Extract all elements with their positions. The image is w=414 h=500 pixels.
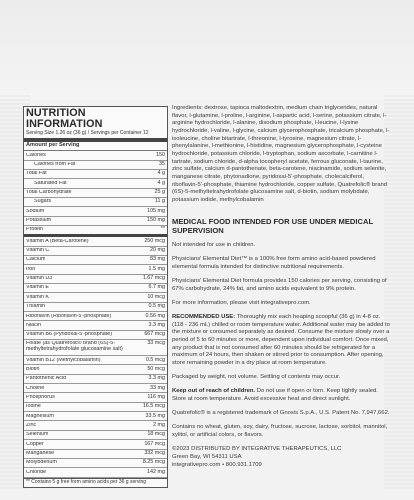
nutrient-value: 4 g — [157, 170, 165, 177]
nutrient-label: Zinc — [26, 422, 37, 428]
recommended-use-label: RECOMMENDED USE: — [172, 313, 236, 320]
more-info: For more information, please visit integrativepro.com. — [172, 299, 311, 306]
nutrient-row — [24, 179, 167, 188]
nutrient-value: 50 mcg — [147, 365, 165, 372]
nutrient-label: Total Fat — [26, 171, 47, 177]
nutrient-row — [24, 412, 167, 421]
nutrient-label: Manganese — [26, 450, 55, 456]
nutrient-value: 33 mcg — [147, 340, 165, 347]
nutrient-label: Iodine — [26, 404, 41, 410]
recommended-use-text: Thoroughly mix each heaping scoopful (36 g) in 4-8 oz. (118 - 236 mL) chilled or room temperature water. Additional water may be added to the mixture or consumed separately as desired. Consume the mixture slowly over a period of 5 to 60 minutes or more, dependent upon individual comfort. Once mixed, any product that is not consumed after 60 minutes should be refrigerated for a maximum of 24 hours, then shaken or stirred prior to consumption. After opening, store remaining powder in a dry place at room temperature. — [172, 313, 390, 367]
nutrient-value: 150 — [156, 151, 165, 158]
nutrient-label: Thiamin — [26, 304, 46, 310]
nutrient-label: Total Carbohydrate — [26, 190, 72, 196]
contact-line: integrativepro.com • 800.931.1709 — [172, 461, 262, 468]
nutrient-label: Saturated Fat — [34, 180, 67, 186]
nutrient-row — [24, 303, 167, 312]
nutrient-label: Calories — [26, 152, 46, 158]
nutrient-label: Iron — [26, 266, 36, 272]
nutrient-value: 1.67 mcg — [142, 275, 165, 282]
nutrient-value: 10 mcg — [147, 293, 165, 300]
nutrient-row — [24, 256, 167, 265]
serving-size: Serving Size 1.26 oz (36 g) / Servings per Container 12 — [24, 131, 167, 142]
nutrient-value: 167 mcg — [144, 440, 165, 447]
nutrient-label: Choline — [26, 385, 45, 391]
ingredients: Ingredients: dextrose, tapioca maltodextrin, medium chain triglycerides, natural flavor, l-glutamine, l-proline, l-arginine, l-aspartic acid, l-serine, potassium citrate, l-arginine hydrochloride, l-alanine, disodium phosphate, l-leucine, l-lysine hydrochloride, l-valine, l-glycine, calcium glycerophosphate, tricalcium phosphate, l-isoleucine, choline bitartrate, l-threonine, l-tyrosine, magnesium citrate, l-phenylalanine, l-methionine, l-histidine, magnesium glycerophosphate, l-cysteine hydrochloride, potassium chloride, l-tryptophan, sodium ascorbate, l-carnitine l-tartrate, sodium chloride, d-alpha tocopheryl acetate, ferrous gluconate, l-taurine, zinc sulfate, calcium d-pantothenate, beta-carotene, niacinamide, sodium selenite, manganese citrate, phytonadione, pyridoxal-5'-phosphate, cholecalciferol, riboflavin-5'-phosphate, thiamine hydrochloride, copper sulfate, Quatrefolic® brand (6S)-5-methyltetrahydrofolate glucosamine salt, d-biotin, sodium molybdate, potassium iodide, methylcobalamin — [172, 105, 390, 204]
nutrient-row — [24, 198, 167, 207]
quatrefolic-trademark: Quatrefolic® is a registered trademark of Gnosis S.p.A., U.S. Patent No. 7,947,662. — [172, 410, 390, 417]
keep-out-warning — [172, 388, 390, 403]
keep-out-text: Do not use if open or torn. Keep tightly sealed. Store at room temperature. Avoid excessive heat and direct sunlight. — [172, 388, 378, 403]
nutrient-label: Pantothenic Acid — [26, 376, 67, 382]
nutrient-row — [24, 450, 167, 459]
nutrient-row — [24, 237, 167, 246]
nutrient-value: 16.5 mcg — [142, 403, 165, 410]
nutrient-label: Vitamin E — [26, 285, 49, 291]
nutrient-row — [24, 170, 167, 179]
nutrient-label: Vitamin B12 (Methylcobalamin) — [26, 357, 101, 363]
nutrient-row — [24, 226, 167, 237]
nutrient-row — [24, 331, 167, 340]
nutrient-value: ** — [160, 226, 165, 233]
nutrient-row — [24, 247, 167, 256]
nutrient-row — [24, 459, 167, 468]
nutrient-label: Potassium — [26, 218, 52, 224]
nutrient-label: Vitamin A (Beta-Carotene) — [26, 238, 89, 244]
nutrient-label: Vitamin B6 (Pyridoxal-5'-phosphate) — [26, 332, 113, 338]
address-line: Green Bay, WI 54311 USA — [172, 453, 242, 460]
nutrient-value: 2 mg — [153, 421, 165, 428]
nutrient-label: Sugars — [34, 199, 52, 205]
nutrient-row — [24, 440, 167, 449]
distributor-block — [172, 446, 390, 469]
nutrient-label: Vitamin D3 — [26, 276, 53, 282]
nutrition-panel — [23, 106, 168, 488]
allergen-statement: Contains no wheat, gluten, soy, dairy, fructose, sucrose, lactose, sorbitol, mannitol, xylitol, or artificial colors, or flavors. — [172, 424, 388, 439]
nutrient-label: Vitamin C — [26, 248, 50, 254]
nutrient-value: 3.3 mg — [148, 321, 165, 328]
nutrient-value: 8.25 mcg — [142, 459, 165, 466]
nutrient-row — [24, 393, 167, 402]
nutrient-row — [24, 356, 167, 365]
nutrient-value: 0.56 mg — [145, 312, 165, 319]
nutrient-value: 0.5 mcg — [145, 356, 165, 363]
nutrient-row — [24, 375, 167, 384]
medical-food-heading: MEDICAL FOOD INTENDED FOR USE UNDER MEDICAL SUPERVISION — [172, 216, 373, 235]
nutrient-value: 83 mg — [150, 256, 165, 263]
nutrient-row — [24, 421, 167, 430]
nutrient-value: 33.5 mg — [145, 412, 165, 419]
nutrient-label: Biotin — [26, 366, 40, 372]
nutrient-value: 35 — [159, 161, 165, 167]
nutrient-row — [24, 161, 167, 170]
nutrient-value: 33 mg — [150, 384, 165, 391]
nutrient-row — [24, 284, 167, 293]
nutrient-row — [24, 403, 167, 412]
nutrient-label: Selenium — [26, 432, 49, 438]
nutrient-row — [24, 189, 167, 198]
nutrient-label: Magnesium — [26, 413, 54, 419]
nutrition-footnote: ** Contains 5 g free form amino acids per 36 g serving — [24, 478, 167, 487]
nutrient-row — [24, 217, 167, 226]
nutrient-row — [24, 384, 167, 393]
label-text-column — [172, 105, 390, 469]
amount-per-serving: Amount per Serving — [24, 142, 167, 152]
nutrient-row — [24, 431, 167, 440]
nutrient-value: 1.5 mg — [148, 265, 165, 272]
nutrient-row — [24, 275, 167, 284]
nutrient-rows — [24, 151, 167, 477]
nutrient-label: Phosphorus — [26, 394, 55, 400]
nutrient-row — [24, 365, 167, 374]
nutrient-value: 250 mcg — [144, 237, 165, 244]
packaged-note: Packaged by weight, not volume. Settling of contents may occur. — [172, 374, 341, 381]
nutrient-value: 6.7 mg — [148, 284, 165, 291]
description-2: Physicians' Elemental Diet formula provides 150 calories per serving, consisting of 67% carbohydrate, 24% fat, and amino acids equivalent to 9% protein. — [172, 277, 387, 292]
nutrient-label: Riboflavin (Riboflavin-5'-phosphate) — [26, 313, 112, 319]
nutrient-row — [24, 293, 167, 302]
nutrition-title: NUTRITION INFORMATION — [26, 107, 103, 130]
nutrient-value: 0.5 mg — [148, 303, 165, 310]
nutrient-row — [24, 312, 167, 321]
nutrient-label: Molybdenum — [26, 460, 57, 466]
nutrient-label: Sodium — [26, 208, 45, 214]
nutrient-row — [24, 321, 167, 330]
nutrient-value: 20 mg — [150, 247, 165, 254]
nutrient-label: Folate (as Quatrefolic® brand (6S)-5-methyltetrahydrofolate glucosamine salt) — [26, 341, 123, 352]
nutrient-value: 332 mcg — [144, 449, 165, 456]
nutrient-value: 11 g — [154, 198, 165, 205]
nutrient-row — [24, 151, 167, 160]
nutrient-label: Vitamin K — [26, 294, 49, 300]
nutrient-row — [24, 265, 167, 274]
nutrient-value: 142 mg — [147, 468, 165, 475]
nutrient-row — [24, 207, 167, 216]
not-intended: Not intended for use in children. — [172, 241, 256, 248]
nutrient-value: 150 mg — [147, 217, 165, 224]
nutrient-value: 3.3 mg — [148, 375, 165, 382]
nutrient-value: 116 mg — [147, 393, 165, 400]
recommended-use — [172, 314, 390, 368]
nutrient-row — [24, 340, 167, 356]
keep-out-label: Keep out of reach of children. — [172, 388, 256, 395]
nutrient-label: Niacin — [26, 322, 41, 328]
nutrient-value: 18 mcg — [147, 431, 165, 438]
description-1: Physicians' Elemental Diet™ is a 100% free form amino acid-based powdered elemental formula intended for distinctive nutritional requirements. — [172, 256, 376, 270]
nutrient-label: Protein — [26, 227, 44, 233]
nutrient-value: 667 mcg — [144, 331, 165, 338]
nutrient-label: Calcium — [26, 257, 46, 263]
nutrient-row — [24, 468, 167, 477]
nutrient-label: Copper — [26, 441, 44, 447]
nutrient-value: 105 mg — [147, 207, 165, 214]
package-top — [0, 0, 414, 100]
copyright-line: ©2023 DISTRIBUTED BY INTEGRATIVE THERAPEUTICS, LLC — [172, 446, 342, 453]
nutrient-label: Chloride — [26, 469, 47, 475]
nutrient-label: Calories from Fat — [34, 162, 76, 167]
nutrient-value: 25 g — [154, 189, 165, 196]
nutrient-value: 4 g — [157, 179, 165, 186]
